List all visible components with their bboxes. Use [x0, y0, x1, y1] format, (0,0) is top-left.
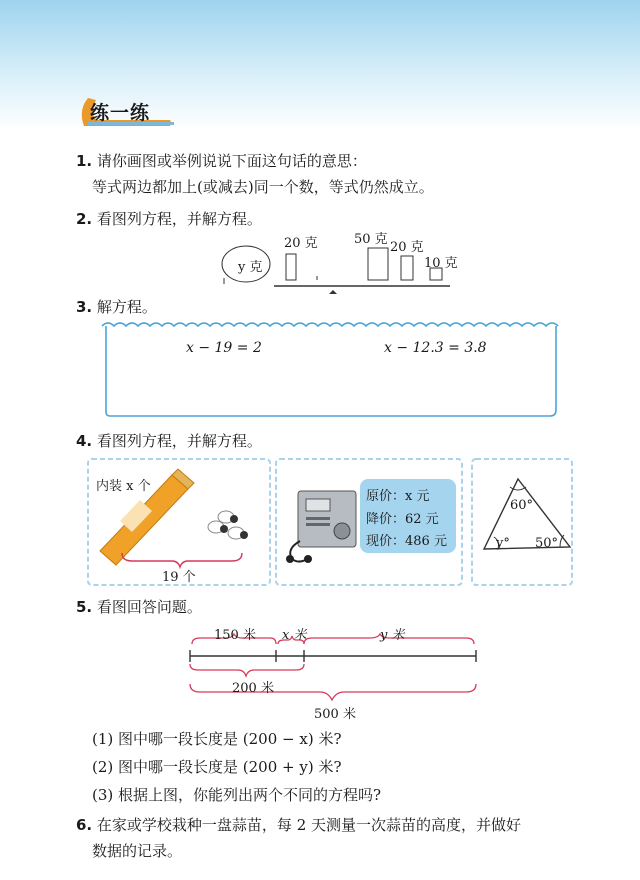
weight-50g-label: 50 克	[354, 232, 388, 247]
q3-prompt	[76, 296, 157, 317]
q6-line1: 在家或学校栽种一盘蒜苗，每 2 天测量一次蒜苗的高度，并做好	[96, 816, 522, 834]
q5-number: 5.	[76, 598, 93, 616]
current-price: 现价：486 元	[366, 534, 447, 549]
q1-line2: 等式两边都加上(或减去)同一个数，等式仍然成立。	[92, 178, 434, 196]
seg-x-label: x 米	[282, 628, 307, 643]
q6-prompt	[76, 814, 521, 835]
q2-number: 2.	[76, 210, 93, 228]
seg-500-label: 500 米	[314, 707, 356, 722]
q5-sub3: (3) 根据上图，你能列出两个不同的方程吗?	[92, 786, 382, 804]
seg-150-label: 150 米	[214, 628, 256, 643]
q2-prompt	[76, 208, 262, 229]
y-weight-label: y 克	[238, 260, 263, 275]
q2-text: 看图列方程，并解方程。	[96, 210, 262, 228]
q3-text: 解方程。	[96, 298, 157, 316]
scale-fulcrum	[329, 290, 337, 294]
q4-number: 4.	[76, 432, 93, 450]
weight-20g-right	[401, 256, 413, 280]
weight-10g-label: 10 克	[424, 256, 458, 271]
angle-left-label: y°	[496, 536, 510, 551]
equation-1: x − 19 = 2	[186, 340, 262, 356]
discount-price: 降价：62 元	[366, 512, 439, 527]
brace-200	[190, 664, 304, 676]
panel-triangle	[472, 459, 572, 585]
seg-200-label: 200 米	[232, 681, 274, 696]
equation-2: x − 12.3 = 3.8	[384, 340, 487, 356]
seg-y-label: y 米	[380, 628, 405, 643]
weight-50g	[368, 248, 388, 280]
equation-box	[98, 316, 563, 420]
q4-text: 看图列方程，并解方程。	[96, 432, 262, 450]
q1-text: 请你画图或举例说说下面这句话的意思：	[96, 152, 367, 170]
q3-number: 3.	[76, 298, 93, 316]
q5-sub2: (2) 图中哪一段长度是 (200 + y) 米?	[92, 758, 342, 776]
q4-prompt	[76, 430, 262, 451]
q5-sub1: (1) 图中哪一段长度是 (200 − x) 米?	[92, 730, 342, 748]
q1-number: 1.	[76, 152, 93, 170]
angle-right-label: 50°	[535, 536, 559, 551]
weight-20g-left-label: 20 克	[284, 236, 318, 251]
angle-top-label: 60°	[510, 498, 534, 513]
count-label: 19 个	[162, 570, 196, 585]
weight-20g-right-label: 20 克	[390, 240, 424, 255]
q6-number: 6.	[76, 816, 93, 834]
q1-prompt	[76, 150, 367, 171]
q5-prompt	[76, 596, 202, 617]
q5-text: 看图回答问题。	[96, 598, 202, 616]
tube-label: 内装 x 个	[96, 479, 151, 494]
q6-line2: 数据的记录。	[92, 842, 183, 860]
original-price: 原价：x 元	[366, 489, 430, 504]
section-title: 练一练	[90, 102, 151, 124]
q4-panels	[86, 455, 576, 590]
weight-20g-left	[286, 254, 296, 280]
